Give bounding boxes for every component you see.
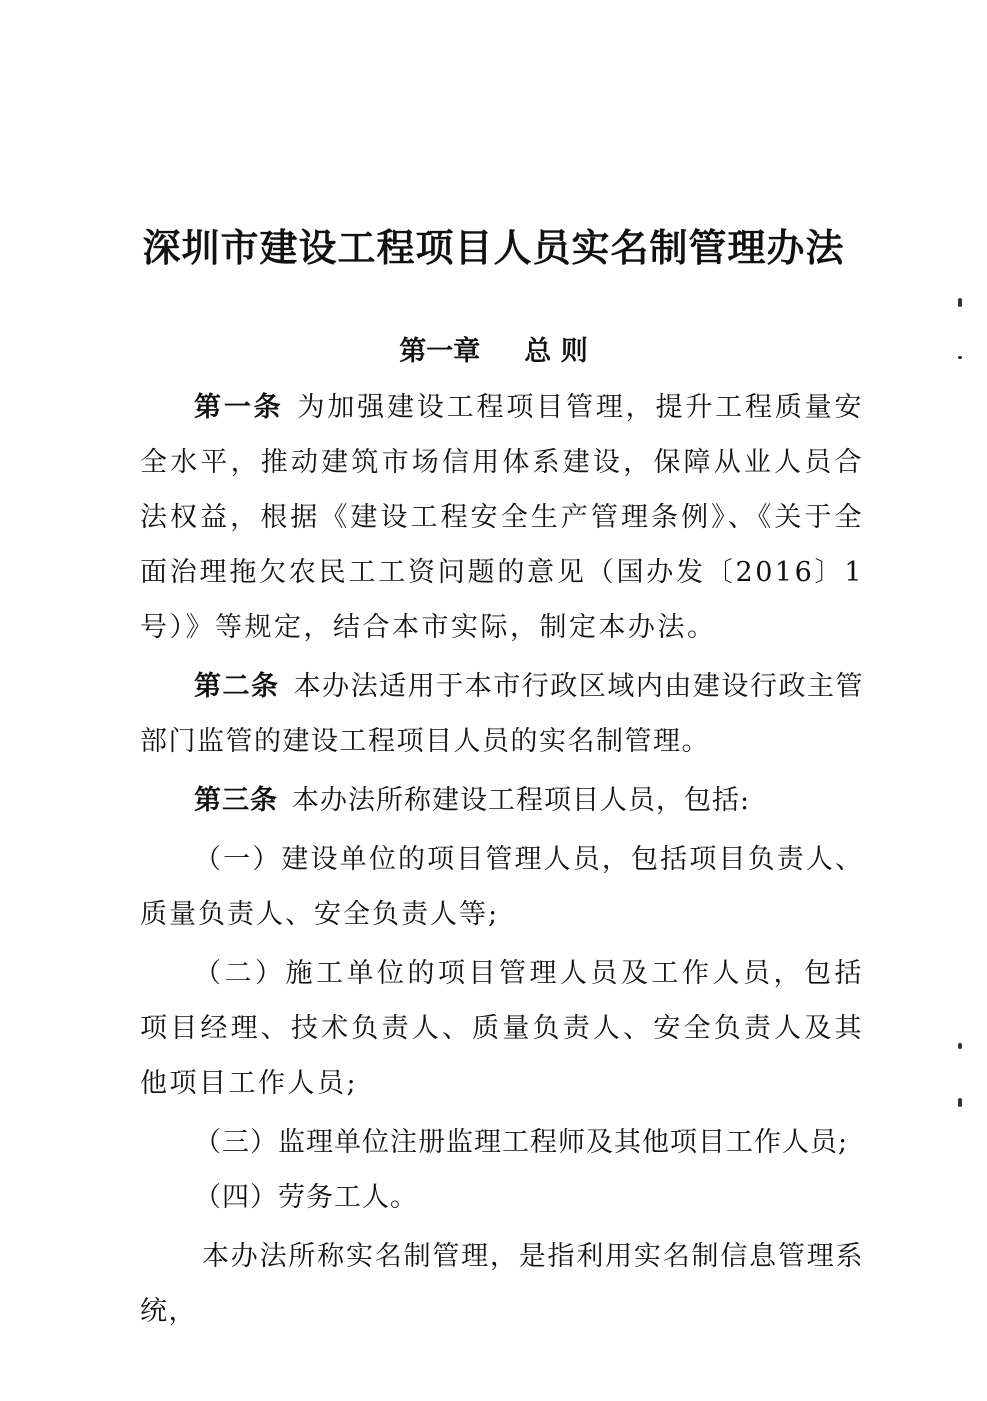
- list-item-2: （二）施工单位的项目管理人员及工作人员，包括项目经理、技术负责人、质量负责人、安全负责人及其他项目工作人员;: [140, 958, 864, 1099]
- closing-paragraph: 本办法所称实名制管理，是指利用实名制信息管理系统，: [140, 1241, 864, 1327]
- article-3-label: 第三条: [194, 785, 278, 816]
- chapter-number: 第一章: [399, 336, 481, 367]
- article-1-text: 为加强建设工程项目管理，提升工程质量安全水平，推动建筑市场信用体系建设，保障从业人员合法权益，根据《建设工程安全生产管理条例》、《关于全面治理拖欠农民工工资问题的意见（国办发〔2016〕1 号）》等规定，结合本市实际，制定本办法。: [140, 392, 864, 643]
- article-3: [140, 773, 864, 828]
- article-2-text: 本办法适用于本市行政区域内由建设行政主管部门监管的建设工程项目人员的实名制管理。: [140, 671, 865, 757]
- article-1-label: 第一条: [194, 392, 284, 423]
- scan-speck: [958, 1043, 962, 1049]
- chapter-name: 总 则: [524, 336, 588, 367]
- document-title: 深圳市建设工程项目人员实名制管理办法: [142, 225, 845, 270]
- scan-speck: [958, 356, 962, 359]
- chapter-heading: [0, 330, 987, 374]
- list-item-3: （三）监理单位注册监理工程师及其他项目工作人员;: [194, 1127, 849, 1158]
- scan-speck: [958, 1098, 962, 1107]
- list-item-1: （一）建设单位的项目管理人员，包括项目负责人、质量负责人、安全负责人等;: [140, 844, 864, 930]
- article-1: [140, 380, 864, 655]
- scan-speck: [958, 298, 962, 307]
- document-body: [140, 380, 864, 1339]
- article-2: [140, 659, 864, 769]
- article-3-text: 本办法所称建设工程项目人员，包括:: [292, 785, 751, 816]
- list-item-4: （四）劳务工人。: [194, 1182, 418, 1213]
- article-2-label: 第二条: [194, 671, 280, 702]
